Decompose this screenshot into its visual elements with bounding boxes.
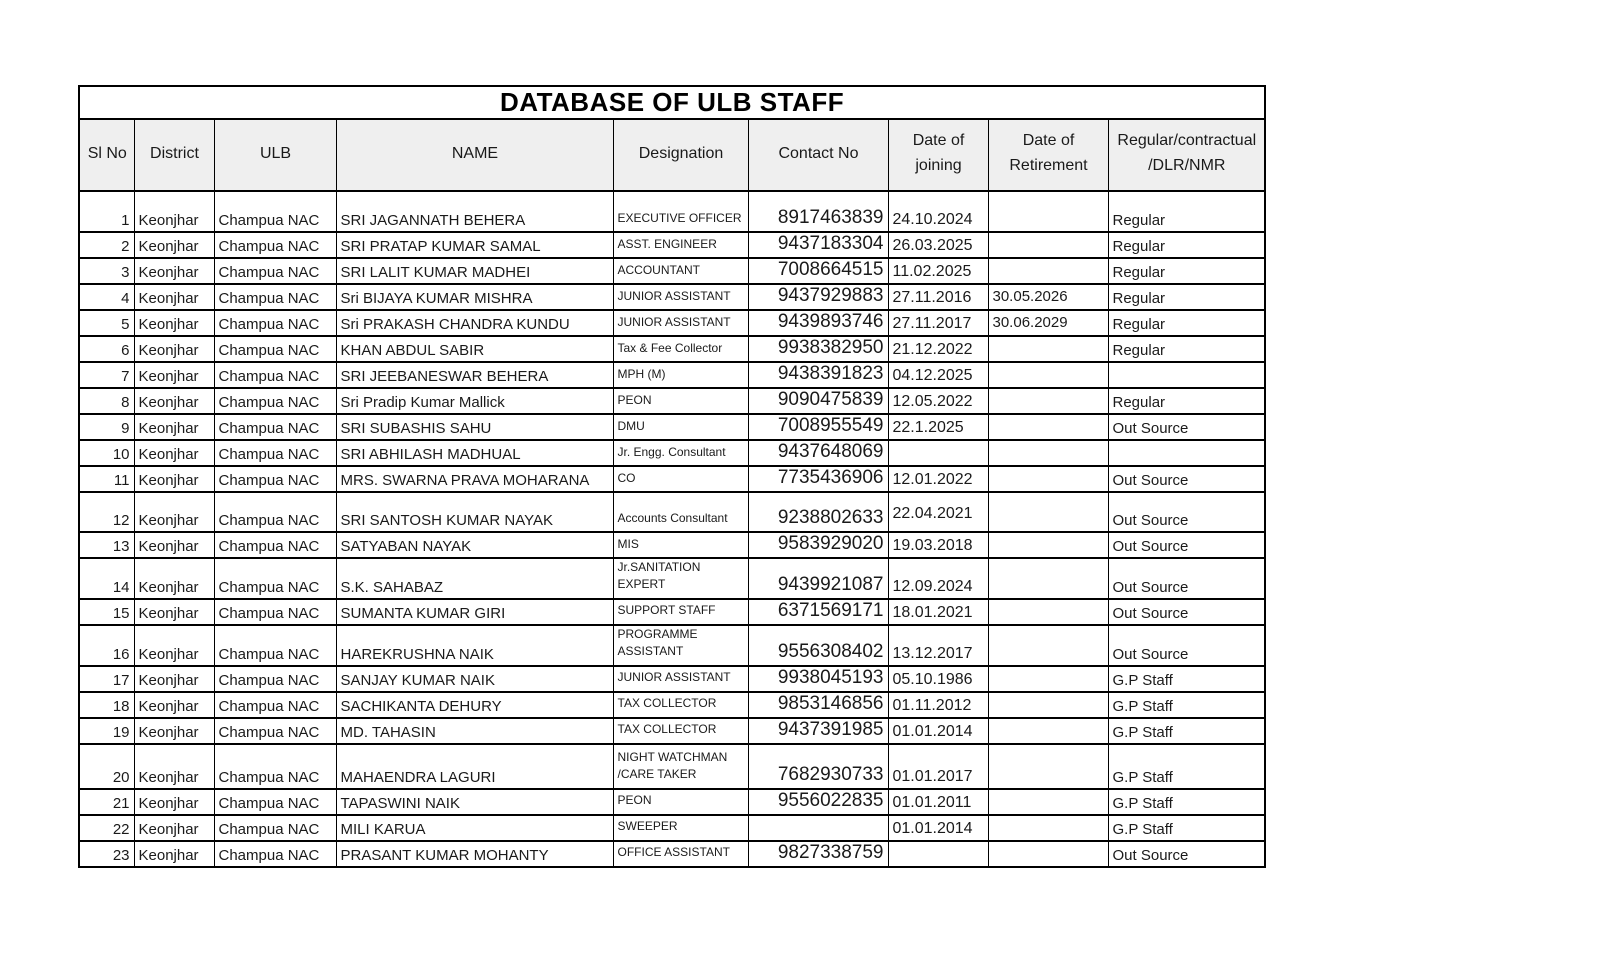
cell-name: SRI LALIT KUMAR MADHEI — [336, 258, 613, 284]
cell-name: SRI JEEBANESWAR BEHERA — [336, 362, 613, 388]
table-row — [79, 440, 1265, 466]
cell-designation: ASST. ENGINEER — [613, 232, 748, 258]
cell-date-of-joining: 01.01.2014 — [888, 815, 988, 841]
cell-sl: 22 — [79, 815, 134, 841]
cell-district: Keonjhar — [134, 310, 214, 336]
cell-district: Keonjhar — [134, 466, 214, 492]
page-title: DATABASE OF ULB STAFF — [79, 86, 1265, 119]
cell-category: Out Source — [1108, 841, 1265, 867]
table-row — [79, 232, 1265, 258]
cell-sl: 21 — [79, 789, 134, 815]
cell-sl: 19 — [79, 718, 134, 744]
cell-date-of-retirement — [988, 532, 1108, 558]
cell-contact: 9938045193 — [748, 666, 888, 692]
cell-date-of-retirement — [988, 466, 1108, 492]
cell-category: G.P Staff — [1108, 815, 1265, 841]
cell-date-of-joining: 18.01.2021 — [888, 599, 988, 625]
cell-sl: 5 — [79, 310, 134, 336]
cell-sl: 10 — [79, 440, 134, 466]
cell-date-of-joining: 26.03.2025 — [888, 232, 988, 258]
cell-designation: PEON — [613, 388, 748, 414]
cell-date-of-joining — [888, 841, 988, 867]
table-row — [79, 414, 1265, 440]
cell-date-of-retirement — [988, 336, 1108, 362]
table-row — [79, 692, 1265, 718]
cell-ulb: Champua NAC — [214, 718, 336, 744]
cell-date-of-retirement — [988, 362, 1108, 388]
cell-district: Keonjhar — [134, 336, 214, 362]
cell-date-of-retirement — [988, 666, 1108, 692]
cell-sl: 3 — [79, 258, 134, 284]
staff-database-sheet — [78, 85, 1266, 868]
cell-sl: 6 — [79, 336, 134, 362]
cell-name: MD. TAHASIN — [336, 718, 613, 744]
table-row — [79, 532, 1265, 558]
cell-contact: 7682930733 — [748, 744, 888, 789]
cell-contact: 9437391985 — [748, 718, 888, 744]
cell-name: MAHAENDRA LAGURI — [336, 744, 613, 789]
cell-district: Keonjhar — [134, 388, 214, 414]
cell-sl: 1 — [79, 191, 134, 232]
cell-category: Out Source — [1108, 414, 1265, 440]
cell-name: SRI JAGANNATH BEHERA — [336, 191, 613, 232]
cell-designation: DMU — [613, 414, 748, 440]
cell-date-of-joining: 19.03.2018 — [888, 532, 988, 558]
column-header-ulb: ULB — [214, 119, 336, 191]
cell-designation: MIS — [613, 532, 748, 558]
table-row — [79, 815, 1265, 841]
cell-date-of-retirement — [988, 388, 1108, 414]
cell-district: Keonjhar — [134, 558, 214, 599]
cell-date-of-joining: 22.04.2021 — [888, 492, 988, 532]
table-row — [79, 362, 1265, 388]
cell-ulb: Champua NAC — [214, 191, 336, 232]
cell-date-of-retirement — [988, 258, 1108, 284]
column-header-date-of-joining: Date of joining — [888, 119, 988, 191]
cell-sl: 13 — [79, 532, 134, 558]
cell-designation: TAX COLLECTOR — [613, 692, 748, 718]
cell-district: Keonjhar — [134, 258, 214, 284]
cell-district: Keonjhar — [134, 414, 214, 440]
cell-date-of-retirement — [988, 744, 1108, 789]
table-row — [79, 666, 1265, 692]
cell-date-of-joining: 12.05.2022 — [888, 388, 988, 414]
cell-designation: ACCOUNTANT — [613, 258, 748, 284]
cell-sl: 20 — [79, 744, 134, 789]
cell-date-of-joining: 27.11.2016 — [888, 284, 988, 310]
cell-category: Out Source — [1108, 532, 1265, 558]
cell-designation: Jr.SANITATION EXPERT — [613, 558, 748, 599]
cell-ulb: Champua NAC — [214, 310, 336, 336]
cell-sl: 12 — [79, 492, 134, 532]
cell-district: Keonjhar — [134, 815, 214, 841]
staff-table — [78, 85, 1266, 868]
cell-contact: 9439921087 — [748, 558, 888, 599]
table-row — [79, 336, 1265, 362]
cell-date-of-joining — [888, 440, 988, 466]
cell-category: Regular — [1108, 310, 1265, 336]
cell-ulb: Champua NAC — [214, 414, 336, 440]
cell-date-of-retirement — [988, 789, 1108, 815]
cell-district: Keonjhar — [134, 666, 214, 692]
cell-name: SATYABAN NAYAK — [336, 532, 613, 558]
cell-district: Keonjhar — [134, 625, 214, 666]
cell-sl: 4 — [79, 284, 134, 310]
cell-designation: OFFICE ASSISTANT — [613, 841, 748, 867]
cell-contact: 9439893746 — [748, 310, 888, 336]
cell-sl: 23 — [79, 841, 134, 867]
cell-date-of-retirement — [988, 232, 1108, 258]
cell-name: SANJAY KUMAR NAIK — [336, 666, 613, 692]
cell-name: Sri BIJAYA KUMAR MISHRA — [336, 284, 613, 310]
cell-date-of-joining: 04.12.2025 — [888, 362, 988, 388]
table-row — [79, 388, 1265, 414]
cell-category: Out Source — [1108, 558, 1265, 599]
cell-designation: Jr. Engg. Consultant — [613, 440, 748, 466]
cell-district: Keonjhar — [134, 191, 214, 232]
cell-date-of-joining: 24.10.2024 — [888, 191, 988, 232]
cell-designation: JUNIOR ASSISTANT — [613, 666, 748, 692]
cell-date-of-retirement — [988, 440, 1108, 466]
column-header-regular-contractual-dlr-nmr: Regular/contractual /DLR/NMR — [1108, 119, 1265, 191]
cell-sl: 8 — [79, 388, 134, 414]
cell-ulb: Champua NAC — [214, 492, 336, 532]
cell-district: Keonjhar — [134, 599, 214, 625]
cell-district: Keonjhar — [134, 744, 214, 789]
cell-ulb: Champua NAC — [214, 841, 336, 867]
cell-category — [1108, 362, 1265, 388]
cell-sl: 17 — [79, 666, 134, 692]
cell-district: Keonjhar — [134, 789, 214, 815]
cell-contact: 6371569171 — [748, 599, 888, 625]
cell-date-of-retirement — [988, 414, 1108, 440]
cell-category: G.P Staff — [1108, 744, 1265, 789]
table-row — [79, 744, 1265, 789]
cell-contact: 9853146856 — [748, 692, 888, 718]
cell-category: Regular — [1108, 191, 1265, 232]
column-header-designation: Designation — [613, 119, 748, 191]
cell-name: KHAN ABDUL SABIR — [336, 336, 613, 362]
cell-contact: 8917463839 — [748, 191, 888, 232]
cell-ulb: Champua NAC — [214, 232, 336, 258]
cell-designation: SWEEPER — [613, 815, 748, 841]
cell-date-of-retirement — [988, 692, 1108, 718]
cell-category: Out Source — [1108, 466, 1265, 492]
cell-name: HAREKRUSHNA NAIK — [336, 625, 613, 666]
cell-name: PRASANT KUMAR MOHANTY — [336, 841, 613, 867]
cell-name: SRI SANTOSH KUMAR NAYAK — [336, 492, 613, 532]
cell-date-of-retirement: 30.05.2026 — [988, 284, 1108, 310]
cell-designation: TAX COLLECTOR — [613, 718, 748, 744]
cell-district: Keonjhar — [134, 532, 214, 558]
cell-sl: 9 — [79, 414, 134, 440]
cell-district: Keonjhar — [134, 718, 214, 744]
cell-date-of-joining: 12.09.2024 — [888, 558, 988, 599]
table-row — [79, 492, 1265, 532]
cell-sl: 2 — [79, 232, 134, 258]
cell-contact: 9438391823 — [748, 362, 888, 388]
table-row — [79, 789, 1265, 815]
cell-designation: PEON — [613, 789, 748, 815]
cell-date-of-joining: 05.10.1986 — [888, 666, 988, 692]
cell-name: Sri PRAKASH CHANDRA KUNDU — [336, 310, 613, 336]
cell-sl: 14 — [79, 558, 134, 599]
cell-date-of-joining: 01.01.2017 — [888, 744, 988, 789]
cell-name: MRS. SWARNA PRAVA MOHARANA — [336, 466, 613, 492]
cell-sl: 11 — [79, 466, 134, 492]
cell-name: SACHIKANTA DEHURY — [336, 692, 613, 718]
cell-date-of-joining: 01.11.2012 — [888, 692, 988, 718]
table-row — [79, 625, 1265, 666]
cell-ulb: Champua NAC — [214, 258, 336, 284]
cell-ulb: Champua NAC — [214, 815, 336, 841]
table-row — [79, 191, 1265, 232]
cell-designation: MPH (M) — [613, 362, 748, 388]
column-header-district: District — [134, 119, 214, 191]
cell-name: SUMANTA KUMAR GIRI — [336, 599, 613, 625]
cell-category: G.P Staff — [1108, 692, 1265, 718]
cell-category: Out Source — [1108, 492, 1265, 532]
cell-category: Regular — [1108, 284, 1265, 310]
cell-date-of-retirement: 30.06.2029 — [988, 310, 1108, 336]
cell-ulb: Champua NAC — [214, 744, 336, 789]
table-row — [79, 284, 1265, 310]
cell-ulb: Champua NAC — [214, 388, 336, 414]
cell-ulb: Champua NAC — [214, 625, 336, 666]
cell-name: SRI ABHILASH MADHUAL — [336, 440, 613, 466]
header-row — [79, 119, 1265, 191]
cell-date-of-retirement — [988, 191, 1108, 232]
cell-ulb: Champua NAC — [214, 466, 336, 492]
cell-category: G.P Staff — [1108, 666, 1265, 692]
cell-date-of-joining: 01.01.2014 — [888, 718, 988, 744]
cell-ulb: Champua NAC — [214, 666, 336, 692]
cell-date-of-joining: 13.12.2017 — [888, 625, 988, 666]
cell-date-of-joining: 01.01.2011 — [888, 789, 988, 815]
table-row — [79, 258, 1265, 284]
cell-ulb: Champua NAC — [214, 284, 336, 310]
cell-designation: SUPPORT STAFF — [613, 599, 748, 625]
column-header-date-of-retirement: Date of Retirement — [988, 119, 1108, 191]
cell-contact: 9437183304 — [748, 232, 888, 258]
cell-category: Regular — [1108, 232, 1265, 258]
cell-date-of-retirement — [988, 599, 1108, 625]
cell-sl: 18 — [79, 692, 134, 718]
cell-sl: 16 — [79, 625, 134, 666]
cell-contact: 9556022835 — [748, 789, 888, 815]
cell-district: Keonjhar — [134, 692, 214, 718]
cell-ulb: Champua NAC — [214, 440, 336, 466]
cell-contact: 9238802633 — [748, 492, 888, 532]
table-row — [79, 466, 1265, 492]
cell-date-of-joining: 27.11.2017 — [888, 310, 988, 336]
cell-date-of-retirement — [988, 558, 1108, 599]
cell-district: Keonjhar — [134, 492, 214, 532]
cell-contact: 9090475839 — [748, 388, 888, 414]
cell-name: MILI KARUA — [336, 815, 613, 841]
cell-contact: 7735436906 — [748, 466, 888, 492]
cell-ulb: Champua NAC — [214, 362, 336, 388]
cell-category: G.P Staff — [1108, 789, 1265, 815]
cell-district: Keonjhar — [134, 440, 214, 466]
table-row — [79, 841, 1265, 867]
cell-ulb: Champua NAC — [214, 336, 336, 362]
cell-name: S.K. SAHABAZ — [336, 558, 613, 599]
cell-designation: PROGRAMME ASSISTANT — [613, 625, 748, 666]
column-header-name: NAME — [336, 119, 613, 191]
cell-sl: 7 — [79, 362, 134, 388]
cell-district: Keonjhar — [134, 362, 214, 388]
table-row — [79, 310, 1265, 336]
cell-category — [1108, 440, 1265, 466]
cell-date-of-retirement — [988, 625, 1108, 666]
cell-designation: Tax & Fee Collector — [613, 336, 748, 362]
cell-category: G.P Staff — [1108, 718, 1265, 744]
cell-designation: EXECUTIVE OFFICER — [613, 191, 748, 232]
cell-name: TAPASWINI NAIK — [336, 789, 613, 815]
cell-ulb: Champua NAC — [214, 692, 336, 718]
cell-name: SRI SUBASHIS SAHU — [336, 414, 613, 440]
title-row — [79, 86, 1265, 119]
cell-name: SRI PRATAP KUMAR SAMAL — [336, 232, 613, 258]
cell-category: Out Source — [1108, 599, 1265, 625]
cell-district: Keonjhar — [134, 232, 214, 258]
cell-date-of-retirement — [988, 718, 1108, 744]
cell-category: Regular — [1108, 388, 1265, 414]
cell-name: Sri Pradip Kumar Mallick — [336, 388, 613, 414]
cell-contact: 9827338759 — [748, 841, 888, 867]
cell-contact: 7008664515 — [748, 258, 888, 284]
cell-category: Out Source — [1108, 625, 1265, 666]
cell-contact: 9556308402 — [748, 625, 888, 666]
cell-contact: 9437648069 — [748, 440, 888, 466]
table-row — [79, 718, 1265, 744]
cell-category: Regular — [1108, 336, 1265, 362]
cell-contact: 9583929020 — [748, 532, 888, 558]
cell-contact: 7008955549 — [748, 414, 888, 440]
cell-district: Keonjhar — [134, 841, 214, 867]
cell-designation: JUNIOR ASSISTANT — [613, 284, 748, 310]
cell-contact: 9437929883 — [748, 284, 888, 310]
cell-ulb: Champua NAC — [214, 599, 336, 625]
cell-date-of-joining: 21.12.2022 — [888, 336, 988, 362]
cell-sl: 15 — [79, 599, 134, 625]
cell-date-of-joining: 22.1.2025 — [888, 414, 988, 440]
cell-district: Keonjhar — [134, 284, 214, 310]
cell-date-of-joining: 11.02.2025 — [888, 258, 988, 284]
column-header-sl-no: Sl No — [79, 119, 134, 191]
cell-contact: 9938382950 — [748, 336, 888, 362]
cell-date-of-joining: 12.01.2022 — [888, 466, 988, 492]
cell-ulb: Champua NAC — [214, 558, 336, 599]
cell-ulb: Champua NAC — [214, 532, 336, 558]
cell-designation: NIGHT WATCHMAN /CARE TAKER — [613, 744, 748, 789]
cell-date-of-retirement — [988, 492, 1108, 532]
column-header-contact-no: Contact No — [748, 119, 888, 191]
cell-ulb: Champua NAC — [214, 789, 336, 815]
table-row — [79, 558, 1265, 599]
cell-designation: CO — [613, 466, 748, 492]
cell-date-of-retirement — [988, 841, 1108, 867]
cell-designation: Accounts Consultant — [613, 492, 748, 532]
cell-date-of-retirement — [988, 815, 1108, 841]
cell-category: Regular — [1108, 258, 1265, 284]
staff-table-body — [79, 191, 1265, 867]
cell-contact — [748, 815, 888, 841]
table-row — [79, 599, 1265, 625]
cell-designation: JUNIOR ASSISTANT — [613, 310, 748, 336]
